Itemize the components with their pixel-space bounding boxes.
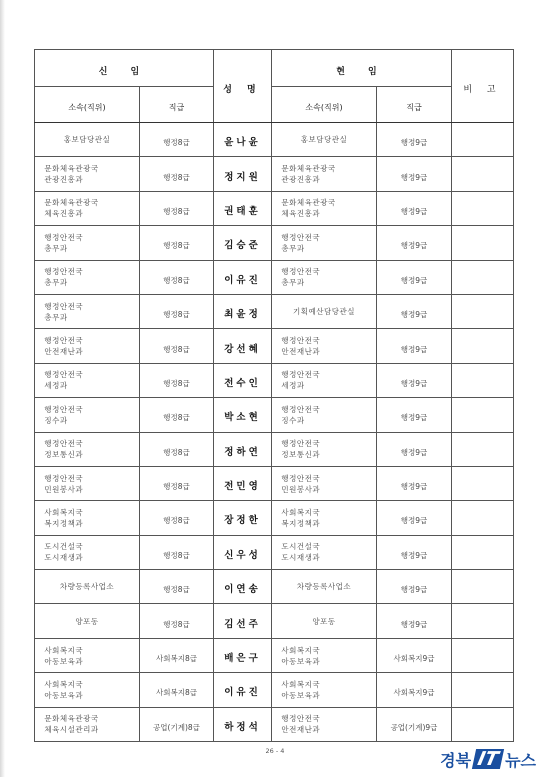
new-grade-cell-text: 행정8급 (163, 206, 190, 216)
new-grade-cell-text: 행정8급 (163, 172, 190, 182)
name-cell (214, 570, 272, 604)
logo-text-news: 뉴스 (505, 750, 536, 770)
name-cell-text: 박소현 (224, 412, 261, 424)
cur-grade-cell-text: 행정9급 (400, 482, 428, 492)
table-row (35, 123, 514, 157)
dept-line: 행정안전국 (44, 370, 84, 380)
name-cell (214, 466, 272, 500)
cur-grade-cell-text: 행정9급 (400, 241, 428, 251)
note-cell (452, 226, 514, 260)
cur-grade-cell (377, 638, 452, 672)
table-row (35, 673, 514, 707)
cur-grade-cell-text: 행정9급 (400, 172, 428, 182)
dept-line: 행정안전국 (281, 267, 321, 277)
cur-grade-cell (377, 604, 452, 638)
cur-grade-cell (377, 363, 452, 397)
new-grade-cell-text: 행정8급 (163, 447, 190, 457)
name-cell (214, 398, 272, 432)
name-cell-text: 하정석 (224, 721, 261, 733)
name-cell (214, 329, 272, 363)
new-grade-cell (140, 466, 214, 500)
new-grade-cell (140, 501, 214, 535)
cur-dept-cell (272, 398, 377, 432)
new-dept-cell (35, 638, 140, 672)
cur-grade-cell (377, 673, 452, 707)
cur-grade-cell-text: 행정9급 (400, 585, 428, 595)
name-cell (214, 432, 272, 466)
dept-line: 정보통신과 (281, 450, 321, 460)
name-cell (214, 123, 272, 157)
dept-line: 행정안전국 (281, 370, 321, 380)
dept-line: 행정안전국 (44, 301, 84, 311)
new-dept-cell (35, 157, 140, 191)
table-row (35, 260, 514, 294)
dept-line: 관광진흥과 (281, 175, 321, 185)
name-cell-text: 정지원 (224, 171, 261, 183)
new-grade-cell (140, 570, 214, 604)
table-row (35, 329, 514, 363)
page-number: 26 - 4 (265, 747, 285, 755)
name-cell-text: 김선주 (224, 618, 261, 630)
dept-line: 세정과 (44, 381, 68, 391)
table-row (35, 191, 514, 225)
dept-line: 관광진흥과 (44, 175, 84, 185)
new-grade-cell-text: 행정8급 (163, 344, 190, 354)
name-cell-text: 김승준 (224, 240, 261, 252)
name-cell-text: 장정한 (224, 515, 261, 527)
new-grade-cell-text: 행정8급 (163, 482, 190, 492)
cur-grade-cell (377, 501, 452, 535)
dept-line: 안전재난과 (44, 347, 84, 357)
new-dept-cell (35, 604, 140, 638)
note-cell (452, 466, 514, 500)
new-grade-cell (140, 535, 214, 569)
header-new-dept: 소속(직위) (35, 87, 140, 123)
cur-grade-cell (377, 226, 452, 260)
new-grade-cell-text: 행정8급 (163, 310, 190, 320)
dept-line: 사회복지국 (281, 507, 321, 517)
dept-line: 차량등록사업소 (59, 582, 115, 592)
dept-line: 행정안전국 (44, 439, 84, 449)
note-cell (452, 329, 514, 363)
new-grade-cell (140, 123, 214, 157)
cur-grade-cell (377, 260, 452, 294)
table-row (35, 363, 514, 397)
cur-dept-cell (272, 638, 377, 672)
cur-grade-cell (377, 123, 452, 157)
dept-line: 총무과 (44, 278, 68, 288)
new-dept-cell (35, 123, 140, 157)
new-grade-cell (140, 157, 214, 191)
new-dept-cell (35, 432, 140, 466)
dept-line: 총무과 (44, 312, 68, 322)
name-cell-text: 신우성 (224, 549, 261, 561)
header-current-position: 현 임 (272, 50, 452, 87)
name-cell-text: 최윤정 (224, 309, 261, 321)
table-row (35, 226, 514, 260)
dept-line: 체육진흥과 (281, 209, 321, 219)
note-cell (452, 501, 514, 535)
cur-grade-cell-text: 행정9급 (400, 550, 428, 560)
table-row (35, 157, 514, 191)
dept-line: 행정안전국 (281, 473, 321, 483)
table-row (35, 604, 514, 638)
table-row (35, 466, 514, 500)
new-grade-cell (140, 604, 214, 638)
dept-line: 세정과 (281, 381, 305, 391)
cur-grade-cell (377, 707, 452, 741)
dept-line: 체육시설관리과 (44, 725, 99, 735)
new-grade-cell (140, 329, 214, 363)
new-grade-cell (140, 673, 214, 707)
note-cell (452, 604, 514, 638)
news-logo (440, 747, 536, 771)
dept-line: 행정안전국 (281, 714, 321, 724)
new-grade-cell-text: 행정8급 (163, 585, 190, 595)
dept-line: 안전재난과 (281, 347, 321, 357)
table-row (35, 638, 514, 672)
cur-grade-cell (377, 157, 452, 191)
name-cell (214, 673, 272, 707)
header-cur-grade: 직급 (377, 87, 452, 123)
cur-grade-cell-text: 행정9급 (400, 619, 428, 629)
dept-line: 사회복지국 (44, 679, 84, 689)
note-cell (452, 260, 514, 294)
name-cell-text: 윤나윤 (224, 137, 261, 149)
cur-grade-cell (377, 329, 452, 363)
dept-line: 문화체육관광국 (44, 714, 99, 724)
cur-grade-cell-text: 행정9급 (400, 138, 428, 148)
note-cell (452, 707, 514, 741)
new-grade-cell (140, 707, 214, 741)
dept-line: 문화체육관광국 (44, 198, 99, 208)
dept-line: 행정안전국 (281, 404, 321, 414)
new-grade-cell (140, 226, 214, 260)
name-cell-text: 전민영 (224, 481, 261, 493)
cur-grade-cell-text: 행정9급 (400, 447, 428, 457)
new-dept-cell (35, 294, 140, 328)
new-dept-cell (35, 363, 140, 397)
header-note: 비 고 (452, 50, 514, 123)
dept-line: 문화체육관광국 (281, 198, 336, 208)
dept-line: 총무과 (44, 243, 68, 253)
new-dept-cell (35, 398, 140, 432)
dept-line: 사회복지국 (281, 679, 321, 689)
name-cell-text: 강선혜 (224, 343, 261, 355)
note-cell (452, 570, 514, 604)
cur-grade-cell-text: 행정9급 (400, 378, 428, 388)
dept-line: 정보통신과 (44, 450, 84, 460)
cur-grade-cell-text: 행정9급 (400, 516, 428, 526)
name-cell-text: 이연송 (224, 584, 261, 596)
new-grade-cell-text: 행정8급 (163, 138, 190, 148)
name-cell-text: 배은구 (224, 653, 261, 665)
dept-line: 문화체육관광국 (281, 164, 336, 174)
new-dept-cell (35, 329, 140, 363)
new-dept-cell (35, 260, 140, 294)
note-cell (452, 363, 514, 397)
dept-line: 도시재생과 (44, 553, 84, 563)
dept-line: 행정안전국 (281, 439, 321, 449)
cur-dept-cell (272, 604, 377, 638)
new-grade-cell-text: 행정8급 (163, 241, 190, 251)
cur-dept-cell (272, 363, 377, 397)
dept-line: 아동보육과 (44, 690, 84, 700)
name-cell (214, 294, 272, 328)
new-grade-cell-text: 사회복지8급 (156, 654, 197, 664)
cur-dept-cell (272, 570, 377, 604)
name-cell-text: 이유진 (224, 274, 261, 286)
new-grade-cell (140, 260, 214, 294)
dept-line: 아동보육과 (44, 656, 84, 666)
new-grade-cell-text: 행정8급 (163, 413, 190, 423)
new-dept-cell (35, 501, 140, 535)
note-cell (452, 398, 514, 432)
cur-dept-cell (272, 673, 377, 707)
dept-line: 복지정책과 (281, 518, 321, 528)
dept-line: 양포동 (312, 616, 336, 626)
new-grade-cell-text: 사회복지8급 (156, 688, 197, 698)
note-cell (452, 432, 514, 466)
note-cell (452, 157, 514, 191)
dept-line: 징수과 (281, 415, 305, 425)
name-cell-text: 전수인 (224, 377, 261, 389)
cur-grade-cell (377, 570, 452, 604)
name-cell-text: 권태훈 (224, 205, 261, 217)
new-grade-cell-text: 행정8급 (163, 516, 190, 526)
cur-grade-cell (377, 191, 452, 225)
name-cell (214, 226, 272, 260)
new-dept-cell (35, 226, 140, 260)
dept-line: 행정안전국 (44, 267, 84, 277)
new-grade-cell-text: 행정8급 (163, 550, 190, 560)
dept-line: 행정안전국 (44, 232, 84, 242)
new-grade-cell (140, 432, 214, 466)
table-row (35, 294, 514, 328)
cur-grade-cell-text: 행정9급 (400, 413, 428, 423)
new-dept-cell (35, 707, 140, 741)
table-row (35, 501, 514, 535)
header-cur-dept: 소속(직위) (272, 87, 377, 123)
table-row (35, 707, 514, 741)
dept-line: 사회복지국 (44, 645, 84, 655)
name-cell (214, 707, 272, 741)
table-row (35, 432, 514, 466)
logo-text-it: IT (472, 749, 504, 769)
name-cell (214, 501, 272, 535)
new-grade-cell (140, 638, 214, 672)
personnel-table (34, 49, 514, 742)
note-cell (452, 191, 514, 225)
cur-dept-cell (272, 707, 377, 741)
cur-grade-cell (377, 398, 452, 432)
dept-line: 사회복지국 (44, 507, 84, 517)
name-cell (214, 604, 272, 638)
header-new-position: 신 임 (35, 50, 214, 87)
dept-line: 행정안전국 (44, 336, 84, 346)
table-row (35, 570, 514, 604)
cur-dept-cell (272, 294, 377, 328)
note-cell (452, 535, 514, 569)
cur-dept-cell (272, 191, 377, 225)
cur-dept-cell (272, 260, 377, 294)
cur-grade-cell-text: 행정9급 (400, 275, 428, 285)
note-cell (452, 294, 514, 328)
new-grade-cell-text: 공업(기계)8급 (153, 722, 200, 732)
logo-text-region: 경북 (440, 750, 472, 770)
cur-dept-cell (272, 466, 377, 500)
name-cell (214, 535, 272, 569)
cur-grade-cell-text: 행정9급 (400, 206, 428, 216)
cur-dept-cell (272, 157, 377, 191)
personnel-table-body (35, 123, 514, 742)
dept-line: 아동보육과 (281, 656, 321, 666)
dept-line: 도시재생과 (281, 553, 321, 563)
name-cell (214, 638, 272, 672)
cur-grade-cell-text: 공업(기계)9급 (390, 722, 438, 732)
dept-line: 행정안전국 (44, 404, 84, 414)
cur-grade-cell-text: 행정9급 (400, 310, 428, 320)
dept-line: 문화체육관광국 (44, 164, 99, 174)
new-grade-cell (140, 363, 214, 397)
new-grade-cell-text: 행정8급 (163, 275, 190, 285)
cur-dept-cell (272, 123, 377, 157)
dept-line: 아동보육과 (281, 690, 321, 700)
header-name: 성 명 (214, 50, 272, 123)
new-dept-cell (35, 570, 140, 604)
cur-grade-cell (377, 432, 452, 466)
new-grade-cell (140, 294, 214, 328)
cur-grade-cell (377, 294, 452, 328)
dept-line: 안전재난과 (281, 725, 321, 735)
table-row (35, 535, 514, 569)
dept-line: 행정안전국 (281, 336, 321, 346)
dept-line: 차량등록사업소 (296, 582, 352, 592)
note-cell (452, 123, 514, 157)
new-grade-cell (140, 191, 214, 225)
header-new-grade: 직급 (140, 87, 214, 123)
new-dept-cell (35, 535, 140, 569)
dept-line: 복지정책과 (44, 518, 84, 528)
cur-grade-cell-text: 행정9급 (400, 344, 428, 354)
table-row (35, 398, 514, 432)
cur-dept-cell (272, 501, 377, 535)
dept-line: 민원봉사과 (44, 484, 84, 494)
cur-dept-cell (272, 432, 377, 466)
cur-grade-cell (377, 535, 452, 569)
cur-dept-cell (272, 226, 377, 260)
cur-grade-cell-text: 사회복지9급 (393, 654, 435, 664)
name-cell (214, 260, 272, 294)
name-cell-text: 이유진 (224, 687, 261, 699)
dept-line: 총무과 (281, 278, 305, 288)
name-cell (214, 191, 272, 225)
note-cell (452, 673, 514, 707)
new-grade-cell-text: 행정8급 (163, 378, 190, 388)
dept-line: 행정안전국 (44, 473, 84, 483)
dept-line: 행정안전국 (281, 232, 321, 242)
dept-line: 도시건설국 (281, 542, 321, 552)
dept-line: 도시건설국 (44, 542, 84, 552)
dept-line: 징수과 (44, 415, 68, 425)
cur-grade-cell (377, 466, 452, 500)
dept-line: 체육진흥과 (44, 209, 84, 219)
new-dept-cell (35, 673, 140, 707)
name-cell-text: 정하연 (224, 446, 261, 458)
dept-line: 양포동 (75, 616, 99, 626)
name-cell (214, 157, 272, 191)
new-grade-cell-text: 행정8급 (163, 619, 190, 629)
note-cell (452, 638, 514, 672)
dept-line: 사회복지국 (281, 645, 321, 655)
new-dept-cell (35, 191, 140, 225)
page-edge-shadow (0, 0, 5, 777)
dept-line: 홍보담당관실 (300, 135, 348, 145)
name-cell (214, 363, 272, 397)
dept-line: 홍보담당관실 (63, 135, 111, 145)
dept-line: 총무과 (281, 243, 305, 253)
cur-grade-cell-text: 사회복지9급 (393, 688, 435, 698)
cur-dept-cell (272, 535, 377, 569)
new-grade-cell (140, 398, 214, 432)
dept-line: 민원봉사과 (281, 484, 321, 494)
new-dept-cell (35, 466, 140, 500)
cur-dept-cell (272, 329, 377, 363)
dept-line: 기획예산담당관실 (293, 307, 355, 317)
